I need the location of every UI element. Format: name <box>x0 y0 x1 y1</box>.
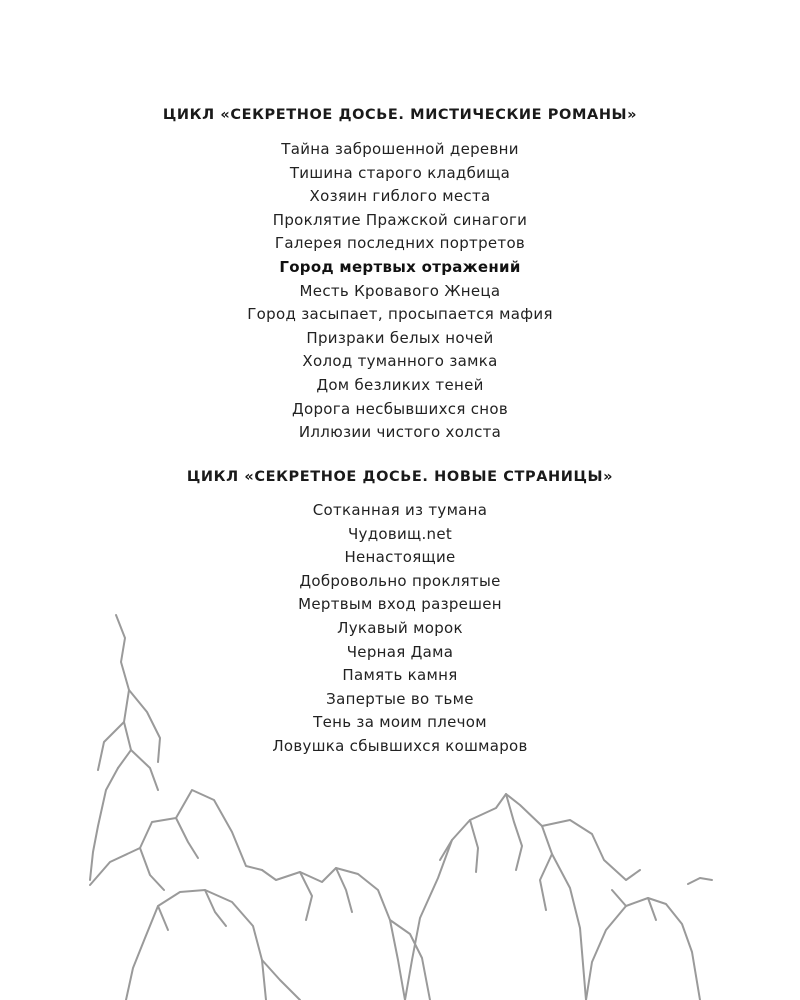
list-item: Призраки белых ночей <box>306 328 494 347</box>
list-item: Хозяин гиблого места <box>309 187 491 206</box>
series-title-new-pages: ЦИКЛ «СЕКРЕТНОЕ ДОСЬЕ. НОВЫЕ СТРАНИЦЫ» <box>186 469 614 485</box>
list-item: Тишина старого кладбища <box>289 163 511 182</box>
list-item: Ловушка сбывшихся кошмаров <box>272 736 528 755</box>
list-item: Добровольно проклятые <box>299 571 501 590</box>
current-book-title: Город мертвых отражений <box>279 257 521 276</box>
list-item: Иллюзии чистого холста <box>298 423 502 442</box>
list-item: Память камня <box>342 666 458 685</box>
list-item: Холод туманного замка <box>302 352 498 371</box>
series-title-mystic-novels: ЦИКЛ «СЕКРЕТНОЕ ДОСЬЕ. МИСТИЧЕСКИЕ РОМАНЫ» <box>162 107 638 123</box>
list-item: Лукавый морок <box>337 618 463 637</box>
list-item: Ненастоящие <box>344 548 456 567</box>
list-item: Дом безликих теней <box>316 375 484 394</box>
book-list-mystic-novels <box>0 138 800 445</box>
list-item: Чудовищ.net <box>347 524 453 543</box>
list-item: Галерея последних портретов <box>274 234 526 253</box>
list-item: Тайна заброшенной деревни <box>281 140 519 158</box>
list-item: Сотканная из тумана <box>312 501 488 519</box>
list-item: Тень за моим плечом <box>313 713 487 732</box>
list-item: Черная Дама <box>346 642 454 661</box>
list-item: Месть Кровавого Жнеца <box>299 281 501 300</box>
book-list-new-pages <box>0 499 800 759</box>
list-item: Проклятие Пражской синагоги <box>272 210 528 229</box>
list-item: Запертые во тьме <box>326 689 474 708</box>
list-item: Мертвым вход разрешен <box>298 595 502 614</box>
list-item: Дорога несбывшихся снов <box>291 399 508 418</box>
list-item: Город засыпает, просыпается мафия <box>247 305 553 324</box>
